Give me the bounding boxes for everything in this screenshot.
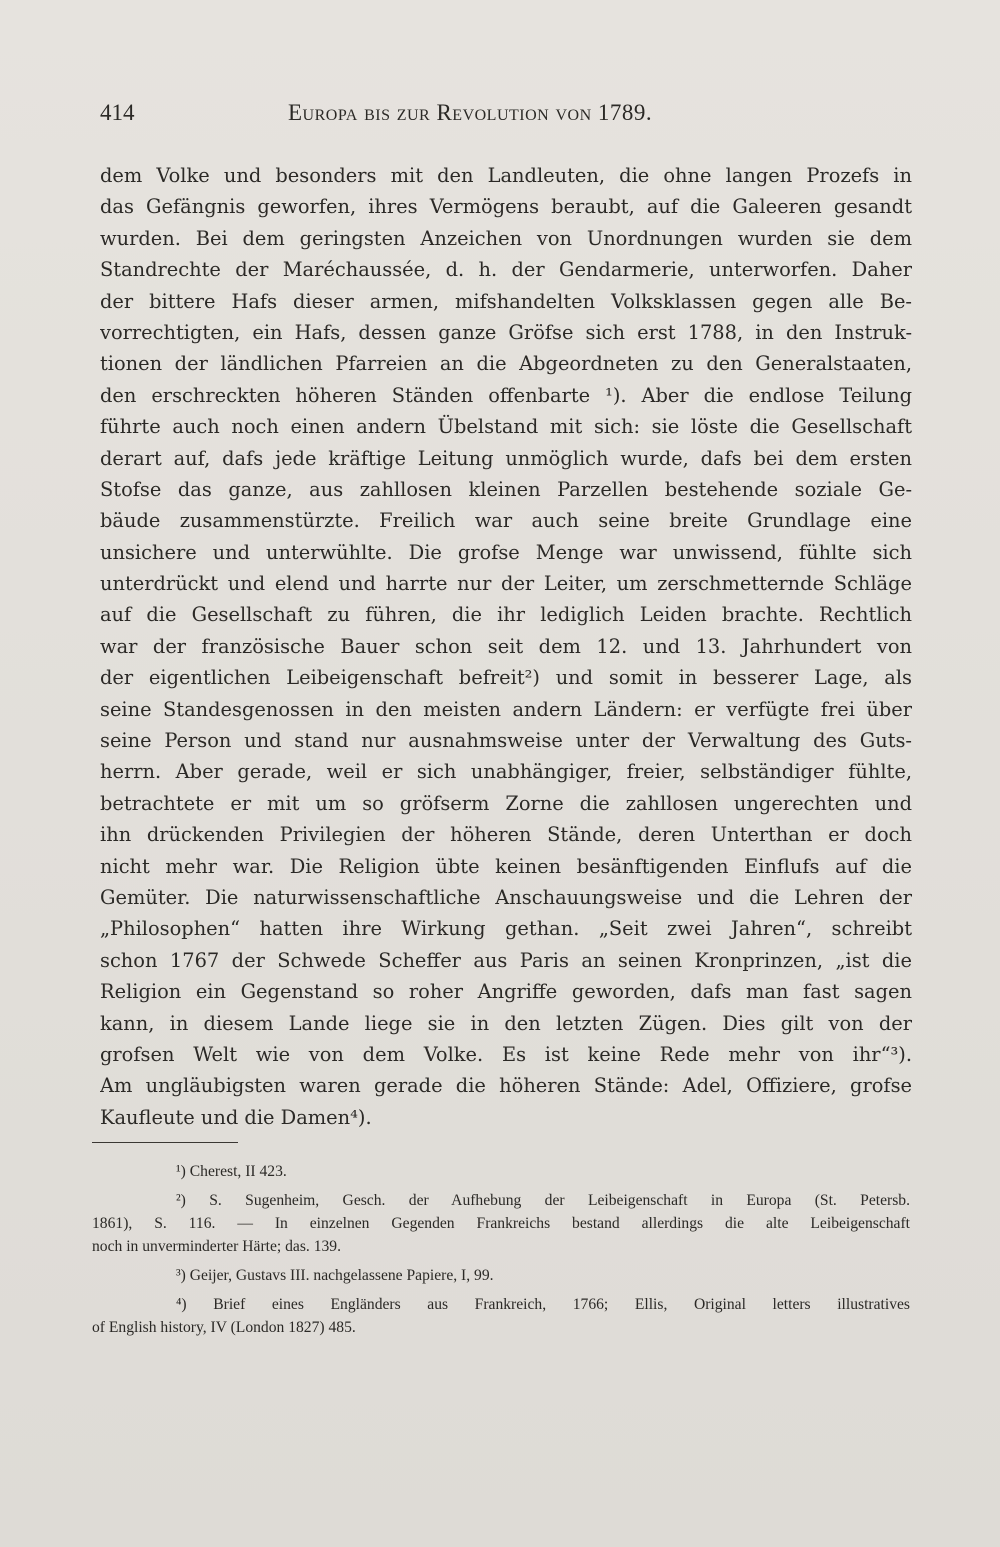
text-line: tionen der ländlichen Pfarreien an die Abgeordneten zu den Generalstaaten, <box>100 352 912 376</box>
text-line: betrachtete er mit um so gröfserm Zorne die zahllosen ungerechten und <box>100 791 912 815</box>
text-line: Stofse das ganze, aus zahllosen kleinen Parzellen bestehende soziale Ge- <box>100 477 912 501</box>
footnote-2 <box>92 1189 910 1258</box>
text-line: auf die Gesellschaft zu führen, die ihr lediglich Leiden brachte. Rechtlich <box>100 603 912 627</box>
footnote-line: ⁴) Brief eines Engländers aus Frankreich, 1766; Ellis, Original letters illustratives <box>176 1296 910 1313</box>
text-line: herrn. Aber gerade, weil er sich unabhängiger, freier, selbständiger fühlte, <box>100 760 912 784</box>
text-line: der bittere Hafs dieser armen, mifshandelten Volksklassen gegen alle Be- <box>100 289 912 313</box>
text-line: nicht mehr war. Die Religion übte keinen besänftigenden Einflufs auf die <box>100 854 912 878</box>
text-line: Gemüter. Die naturwissenschaftliche Anschauungsweise und die Lehren der <box>100 885 912 909</box>
text-line: Am ungläubigsten waren gerade die höheren Stände: Adel, Offiziere, grofse <box>100 1074 912 1098</box>
text-line: das Gefängnis geworfen, ihres Vermögens beraubt, auf die Galeeren gesandt <box>100 195 912 219</box>
text-line: vorrechtigten, ein Hafs, dessen ganze Gröfse sich erst 1788, in den Instruk- <box>100 320 912 344</box>
text-line: derart auf, dafs jede kräftige Leitung unmöglich wurde, dafs bei dem ersten <box>100 446 912 470</box>
text-line: Standrechte der Maréchaussée, d. h. der Gendarmerie, unterworfen. Daher <box>100 258 912 282</box>
page-header <box>100 100 910 136</box>
text-line: ihn drückenden Privilegien der höheren Stände, deren Unterthan er doch <box>100 823 912 847</box>
text-line: seine Person und stand nur ausnahmsweise unter der Verwaltung des Guts- <box>100 729 912 753</box>
text-line: der eigentlichen Leibeigenschaft befreit²) und somit in besserer Lage, als <box>100 666 912 690</box>
footnote-3 <box>92 1264 910 1287</box>
text-line: bäude zusammenstürzte. Freilich war auch seine breite Grundlage eine <box>100 509 912 533</box>
text-line: wurden. Bei dem geringsten Anzeichen von Unordnungen wurden sie dem <box>100 226 912 250</box>
text-line: grofsen Welt wie von dem Volke. Es ist keine Rede mehr von ihr“³). <box>100 1042 912 1066</box>
text-line: unsichere und unterwühlte. Die grofse Menge war unwissend, fühlte sich <box>100 540 912 564</box>
text-line: Religion ein Gegenstand so roher Angriffe geworden, dafs man fast sagen <box>100 980 912 1004</box>
body-text <box>100 160 912 1133</box>
page-number: 414 <box>100 100 135 125</box>
footnote-4 <box>92 1293 910 1339</box>
footnote-line: noch in unverminderter Härte; das. 139. <box>92 1238 341 1255</box>
text-line: unterdrückt und elend und harrte nur der Leiter, um zerschmetternde Schläge <box>100 572 912 596</box>
text-line: seine Standesgenossen in den meisten andern Ländern: er verfügte frei über <box>100 697 912 721</box>
footnote-line: ²) S. Sugenheim, Gesch. der Aufhebung der Leibeigenschaft in Europa (St. Petersb. <box>176 1192 910 1209</box>
text-line: kann, in diesem Lande liege sie in den letzten Zügen. Dies gilt von der <box>100 1011 912 1035</box>
text-line: führte auch noch einen andern Übelstand mit sich: sie löste die Gesellschaft <box>100 415 912 439</box>
footnote-line: ³) Geijer, Gustavs III. nachgelassene Papiere, I, 99. <box>176 1267 494 1284</box>
text-line: „Philosophen“ hatten ihre Wirkung gethan. „Seit zwei Jahren“, schreibt <box>100 917 912 941</box>
text-line: war der französische Bauer schon seit dem 12. und 13. Jahrhundert von <box>100 634 912 658</box>
running-title: Europa bis zur Revolution von 1789. <box>288 100 653 125</box>
text-line: schon 1767 der Schwede Scheffer aus Paris an seinen Kronprinzen, „ist die <box>100 948 912 972</box>
footnote-divider <box>92 1142 238 1143</box>
footnote-line: ¹) Cherest, II 423. <box>176 1163 287 1180</box>
footnotes <box>92 1160 910 1339</box>
text-line: Kaufleute und die Damen⁴). <box>100 1105 372 1129</box>
footnote-line: 1861), S. 116. — In einzelnen Gegenden Frankreichs bestand allerdings die alte Leibeigenschaft <box>92 1215 910 1232</box>
footnote-line: of English history, IV (London 1827) 485. <box>92 1319 356 1336</box>
text-line: dem Volke und besonders mit den Landleuten, die ohne langen Prozefs in <box>100 164 912 187</box>
text-line: den erschreckten höheren Ständen offenbarte ¹). Aber die endlose Teilung <box>100 383 912 407</box>
footnote-1 <box>92 1160 910 1183</box>
